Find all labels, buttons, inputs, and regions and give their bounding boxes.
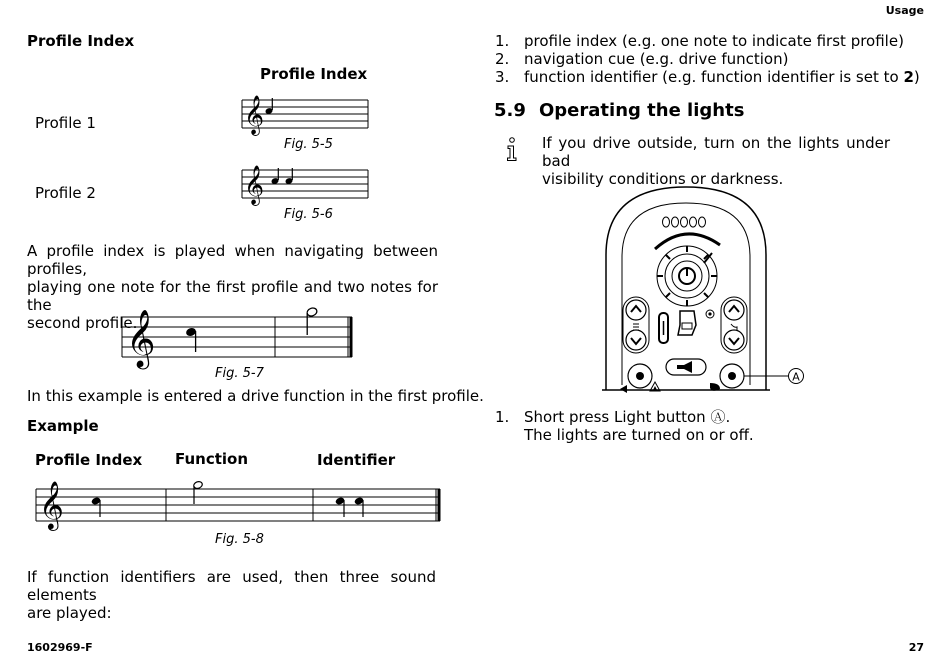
svg-text:𝄞: 𝄞 (39, 480, 64, 529)
staff-title: Profile Index (260, 65, 368, 83)
example-heading: Example (27, 417, 99, 435)
control-panel-illustration (600, 185, 810, 395)
fig-5-7-caption: Fig. 5-7 (215, 366, 264, 381)
profile1-label: Profile 1 (35, 114, 96, 132)
fig-5-5-caption: Fig. 5-5 (284, 137, 333, 152)
running-header: Usage (885, 4, 924, 17)
staff-fig-5-6 (240, 165, 370, 205)
paragraph-function-identifiers: If function identifiers are used, then three sound elements are played: (27, 568, 436, 622)
staff-fig-5-5 (240, 95, 370, 135)
fig-5-8-caption: Fig. 5-8 (215, 532, 264, 547)
paragraph-example-intro: In this example is entered a drive function in the first profile. (27, 387, 484, 405)
profile2-label: Profile 2 (35, 184, 96, 202)
info-note: If you drive outside, turn on the lights under bad visibility conditions or darkness. (542, 134, 890, 188)
page-number: 27 (908, 641, 924, 654)
section-number: 5.9 (494, 100, 526, 121)
step-item: 1. Short press Light button Ⓐ. The lights are turned on or off. (495, 408, 754, 444)
staff-fig-5-8 (34, 477, 446, 527)
info-icon (505, 137, 519, 162)
list-item: 3. function identifier (e.g. function identifier is set to 2) (495, 68, 920, 86)
profile-index-heading: Profile Index (27, 32, 135, 50)
svg-text:𝄞: 𝄞 (244, 165, 265, 205)
staff-fig-5-7 (120, 305, 356, 367)
fig-5-6-caption: Fig. 5-6 (284, 207, 333, 222)
section-heading (494, 100, 744, 121)
paragraph-profile-index: A profile index is played when navigating between profiles, playing one note for the first profile and two notes for the second profile. (27, 242, 438, 332)
section-title: Operating the lights (539, 100, 745, 121)
list-item: 2. navigation cue (e.g. drive function) (495, 50, 789, 68)
column-profile-index: Profile Index (35, 451, 143, 469)
column-identifier: Identifier (317, 451, 396, 469)
doc-number: 1602969-F (27, 641, 93, 654)
list-item: 1. profile index (e.g. one note to indicate first profile) (495, 32, 904, 50)
column-function: Function (175, 450, 249, 468)
svg-text:𝄞: 𝄞 (126, 309, 156, 367)
svg-text:𝄞: 𝄞 (244, 95, 265, 135)
callout-label-a: A (792, 370, 800, 384)
